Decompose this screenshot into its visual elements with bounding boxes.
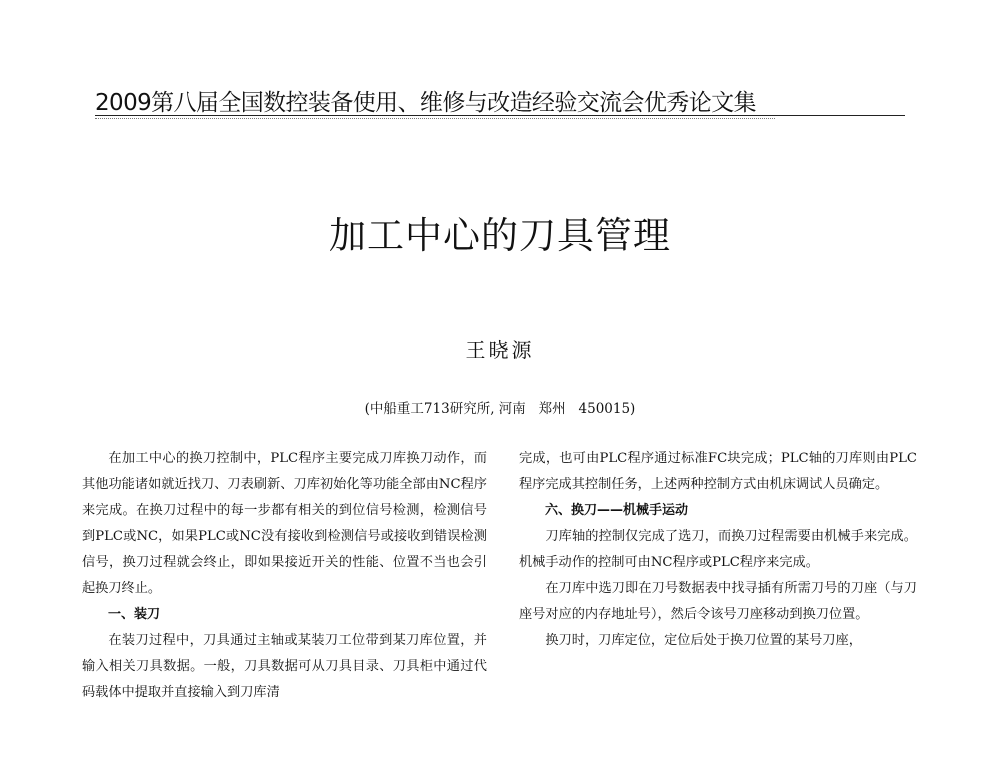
section-heading: 六、换刀——机械手运动 [545, 503, 689, 518]
series-title: 2009第八届全国数控装备使用、维修与改造经验交流会优秀论文集 [95, 90, 756, 116]
header-rule [95, 115, 905, 116]
section-heading: 一、装刀 [108, 607, 161, 622]
body-paragraph: 在装刀过程中，刀具通过主轴或某装刀工位带到某刀库位置，并输入相关刀具数据。一般，刀具数据可从刀具目录、刀具柜中通过代码载体中提取并直接输入到刀库清 [82, 633, 487, 700]
header-rule-dotted [95, 118, 775, 119]
body-paragraph: 完成，也可由PLC程序通过标准FC块完成；PLC轴的刀库则由PLC程序完成其控制任务，上述两种控制方式由机床调试人员确定。 [519, 451, 917, 492]
running-header [95, 84, 905, 118]
body-paragraph: 在加工中心的换刀控制中，PLC程序主要完成刀库换刀动作，而其他功能诸如就近找刀、刀表刷新、刀库初始化等功能全部由NC程序来完成。在换刀过程中的每一步都有相关的到位信号检测，检测信号到PLC或NC，如果PLC或NC没有接收到检测信号或接收到错误检测信号，换刀过程就会终止，即如果接近开关的性能、位置不当也会引起换刀终止。 [82, 451, 487, 596]
right-column [519, 446, 917, 654]
paper-title: 加工中心的刀具管理 [329, 214, 671, 257]
author-name: 王晓源 [465, 338, 535, 362]
body-paragraph: 在刀库中选刀即在刀号数据表中找寻插有所需刀号的刀座（与刀座号对应的内存地址号），然后令该号刀座移动到换刀位置。 [519, 581, 917, 622]
left-column [82, 446, 487, 706]
affiliation: (中船重工713研究所, 河南 郑州 450015) [364, 401, 636, 417]
body-paragraph: 刀库轴的控制仅完成了选刀，而换刀过程需要由机械手来完成。机械手动作的控制可由NC程序或PLC程序来完成。 [519, 529, 917, 570]
body-paragraph: 换刀时，刀库定位，定位后处于换刀位置的某号刀座， [545, 633, 862, 648]
